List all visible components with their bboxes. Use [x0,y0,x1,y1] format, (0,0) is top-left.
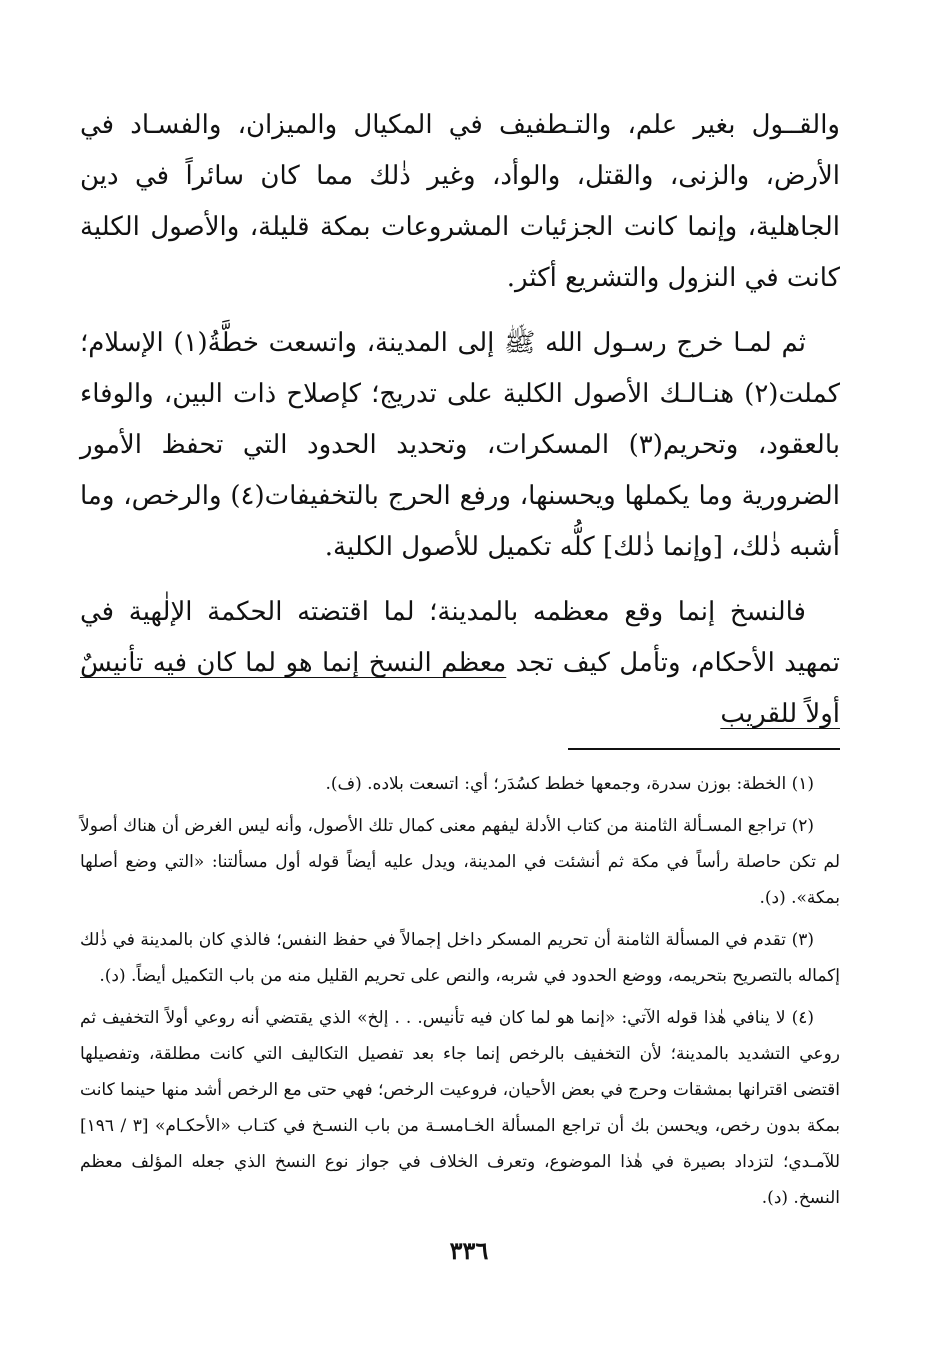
underlined-phrase: معظم النسخ إنما هو لما كان فيه تأنيسٌ أولاً للقريب [80,648,840,729]
footnote-2: (٢) تراجع المسـألة الثامنة من كتاب الأدلة ليفهم معنى كمال تلك الأصول، وأنه ليس الغرض أن هناك أصولاً لم تكن حاصلة رأساً في مكة ثم أنشئت في المدينة، ويدل عليه أيضاً قوله أول مسألتنا: «التي وضع أصلها بمكة». (د). [80,816,840,908]
footnote-3: (٣) تقدم في المسألة الثامنة أن تحريم المسكر داخل إجمالاً في حفظ النفس؛ فالذي كان بالمدينة في ذٰلك إكماله بالتصريح بتحريمه، ووضع الحدود في شربه، والنص على تحريم القليل منه من باب التكميل أيضاً. (د). [80,930,840,986]
paragraph-2: ثم لمـا خرج رسـول الله ﷺ إلى المدينة، واتسعت خطَّةُ(١) الإسلام؛ كملت(٢) هنـالـك الأصول الكلية على تدريج؛ كإصلاح ذات البين، والوفاء بالعقود، وتحريم(٣) المسكرات، وتحديد الحدود التي تحفظ الأمور الضرورية وما يكملها ويحسنها، ورفع الحرج بالتخفيفات(٤) والرخص، وما أشبه ذٰلك، [وإنما ذٰلك] كلُّه تكميل للأصول الكلية. [80,328,841,562]
footnote-separator [568,748,840,750]
footnote-4: (٤) لا ينافي هٰذا قوله الآتي: «إنما هو لما كان فيه تأنيس. . . إلخ» الذي يقتضي أنه روعي أولاً التخفيف ثم روعي التشديد بالمدينة؛ لأن التخفيف بالرخص إنما جاء بعد تفصيل التكاليف التي كانت مطلقة، وتفصيلها اقتضى اقترانها بمشقات وحرج في بعض الأحيان، فروعيت الرخص؛ فهي حتى مع الرخص أشد منها حينما كانت بمكة بدون رخص، ويحسن بك أن تراجع المسألة الخـامسـة من باب النسـخ في كتـاب «الأحكـام» [٣ / ١٩٦] للآمـدي؛ لتزداد بصيرة في هٰذا الموضوع، وتعرف الخلاف في جواز نوع النسخ الذي جعله المؤلف معظم النسخ. (د). [80,1008,840,1208]
footnotes [80,766,840,1216]
page-number: ٣٣٦ [449,1236,489,1265]
paragraph-3 [80,587,840,740]
footnote-1: (١) الخطة: بوزن سدرة، وجمعها خطط كسُدَر؛ أي: اتسعت بلاده. (ف). [325,774,814,794]
paragraph-3-text: فالنسخ إنما وقع معظمه بالمدينة؛ لما اقتضته الحكمة الإلٰهية في تمهيد الأحكام، وتأمل كيف تجد [80,597,840,678]
main-text [80,100,840,740]
paragraph-1: والقــول بغير علم، والتـطفيف في المكيال والميزان، والفسـاد في الأرض، والزنى، والقتل، والوأد، وغير ذٰلك مما كان سائراً في دين الجاهلية، وإنما كانت الجزئيات المشروعات بمكة قليلة، والأصول الكلية كانت في النزول والتشريع أكثر. [80,110,840,293]
